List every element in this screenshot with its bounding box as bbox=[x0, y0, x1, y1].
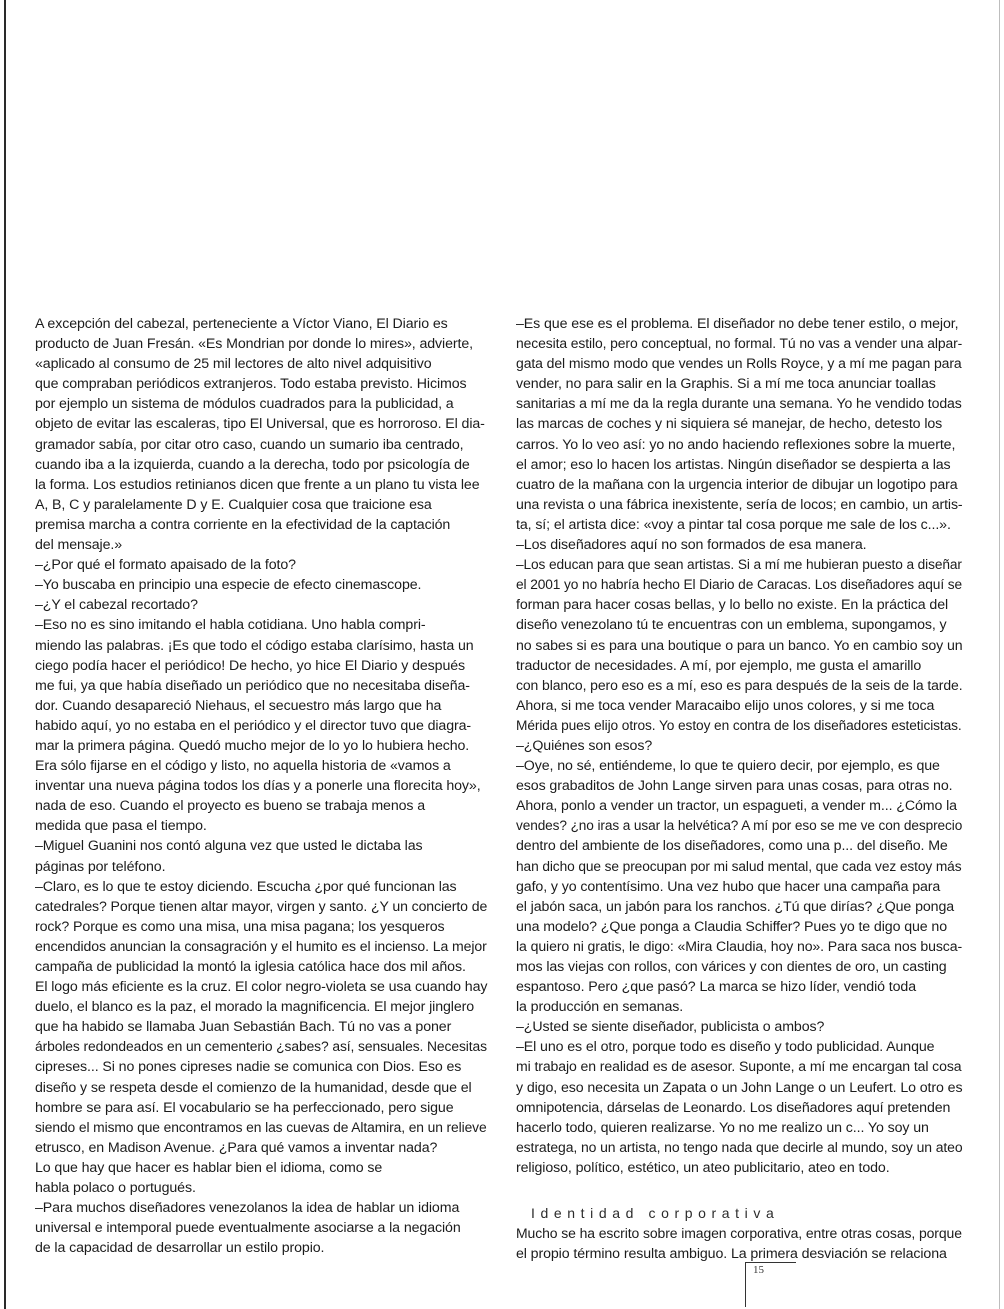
text-line: Era sólo fijarse en el código y listo, no aquella historia de «vamos a bbox=[35, 758, 451, 775]
text-line: mar la primera página. Quedó mucho mejor de lo yo lo hubiera hecho. bbox=[35, 737, 470, 754]
text-line: dentro del ambiente de los diseñadores, como una p... del diseño. Me bbox=[516, 838, 948, 855]
text-line: ciego podía hacer el periódico! De hecho, yo hice El Diario y después bbox=[35, 657, 466, 674]
section-heading: Identidad corporativa bbox=[531, 1205, 780, 1222]
text-line: las marcas de coches y ni siquiera sé manejar, de hecho, detesto los bbox=[516, 416, 943, 433]
text-line: mos las viejas con rollos, con várices y con dientes de oro, un casting bbox=[516, 959, 947, 975]
text-line: Mucho se ha escrito sobre imagen corporativa, entre otras cosas, porque bbox=[516, 1226, 962, 1243]
page-left-edge bbox=[4, 0, 6, 1309]
text-line: esos grabaditos de John Lange sirven para unas cosas, para otras no. bbox=[516, 778, 953, 795]
text-line: –Oye, no sé, entiéndeme, lo que te quiero decir, por ejemplo, es que bbox=[516, 758, 940, 775]
text-line: –El uno es el otro, porque todo es diseño y todo publicidad. Aunque bbox=[516, 1039, 935, 1056]
text-line: «aplicado al consumo de 25 mil lectores de alto nivel adquisitivo bbox=[35, 356, 432, 373]
text-line: –¿Y el cabezal recortado? bbox=[35, 597, 198, 614]
text-line: no sabes si es para una boutique o para un banco. Yo en cambio soy un bbox=[516, 637, 963, 654]
text-line: ta, sí; el artista dice: «voy a pintar tal cosa porque me sale de los c...». bbox=[516, 516, 951, 533]
text-line: –Yo buscaba en principio una especie de efecto cinemascope. bbox=[35, 577, 422, 594]
text-line: vendes? ¿no iras a usar la helvética? A mí por eso se me ve con desprecio bbox=[516, 818, 963, 835]
text-line: inventar una nueva página todos los días y a ponerle una florecita hoy», bbox=[35, 778, 481, 795]
text-line: –Miguel Guanini nos contó alguna vez que usted le dictaba las bbox=[35, 838, 423, 855]
text-line: que ha habido se llamaba Juan Sebastián Bach. Tú no vas a poner bbox=[35, 1019, 452, 1036]
text-line: –Para muchos diseñadores venezolanos la idea de hablar un idioma bbox=[35, 1200, 460, 1217]
right-text-column bbox=[516, 314, 962, 1264]
text-line: El logo más eficiente es la cruz. El color negro-violeta se usa cuando hay bbox=[35, 979, 488, 996]
text-line: religioso, político, estético, un ateo publicitario, ateo en todo. bbox=[516, 1159, 890, 1176]
text-line: cuando iba a la izquierda, cuando a la derecha, todo por psicología de bbox=[35, 456, 470, 473]
text-line: catedrales? Porque tienen altar mayor, virgen y santo. ¿Y un concierto de bbox=[35, 898, 488, 915]
text-line: omnipotencia, dárselas de Leonardo. Los diseñadores aquí pretenden bbox=[516, 1099, 951, 1116]
text-line: Ahora, ponlo a vender un tractor, un espagueti, a vender m... ¿Cómo la bbox=[516, 798, 957, 815]
text-line: –Los diseñadores aquí no son formados de esa manera. bbox=[516, 537, 867, 554]
text-line: producto de Juan Fresán. «Es Mondrian por donde lo mires», advierte, bbox=[35, 336, 473, 353]
text-line: necesita estilo, pero conceptual, no formal. Tú no vas a vender una alpar- bbox=[516, 336, 963, 353]
text-line: –Es que ese es el problema. El diseñador no debe tener estilo, o mejor, bbox=[516, 316, 959, 332]
text-line: –¿Por qué el formato apaisado de la foto? bbox=[35, 557, 296, 574]
text-line: me fui, ya que había diseñado un periódico que no necesitaba diseña- bbox=[35, 677, 470, 694]
text-line: –¿Quiénes son esos? bbox=[516, 737, 653, 754]
text-line: Mérida pues elijo otros. Yo estoy en contra de los diseñadores esteticistas. bbox=[516, 717, 962, 734]
text-line: gata del mismo modo que vendes un Rolls Royce, y a mí me pagan para bbox=[516, 356, 962, 373]
text-line: miendo las palabras. ¡Es que todo el código estaba clarísimo, hasta un bbox=[35, 637, 474, 654]
text-line: de la capacidad de desarrollar un estilo propio. bbox=[35, 1240, 325, 1257]
text-line: cuatro de la mañana con la urgencia interior de dibujar un logotipo para bbox=[516, 476, 958, 493]
text-line: que compraban periódicos extranjeros. Todo estaba previsto. Hicimos bbox=[35, 376, 467, 393]
text-line: y digo, eso necesita un Zapata o un John Lange o un Leufert. Lo otro es bbox=[516, 1079, 963, 1096]
text-line: la quiero ni gratis, le digo: «Mira Claudia, hoy no». Para saca nos busca- bbox=[516, 938, 963, 955]
text-line: por ejemplo un sistema de módulos cuadrados para la publicidad, a bbox=[35, 396, 454, 413]
text-line: nada de eso. Cuando el proyecto es bueno se trabaja menos a bbox=[35, 798, 426, 815]
text-line: –Eso no es sino imitando el habla cotidiana. Uno habla compri- bbox=[35, 617, 426, 634]
text-line: una revista o una fábrica inexistente, sería de locos; en cambio, un artis- bbox=[516, 496, 963, 513]
text-line: carros. Yo lo veo así: yo no ando haciendo reflexiones sobre la muerte, bbox=[516, 436, 956, 453]
text-line: el 2001 yo no habría hecho El Diario de Caracas. Los diseñadores aquí se bbox=[516, 577, 963, 594]
paragraph-gap bbox=[516, 1178, 962, 1198]
text-line: del mensaje.» bbox=[35, 537, 123, 554]
text-line: diseño venezolano tú te encuentras con un emblema, supongamos, y bbox=[516, 617, 947, 634]
text-line: traductor de necesidades. A mí, por ejemplo, me gusta el amarillo bbox=[516, 657, 922, 674]
text-line: siendo el mismo que encontramos en las cuevas de Altamira, en un relieve bbox=[35, 1119, 487, 1136]
text-line: rock? Porque es como una misa, una misa pagana; los yesqueros bbox=[35, 918, 445, 935]
text-line: medida que pasa el tiempo. bbox=[35, 818, 207, 835]
page-number: 15 bbox=[753, 1264, 764, 1276]
left-text-column bbox=[35, 314, 487, 1258]
text-line: estratega, no un artista, no tengo nada que decirle al mundo, soy un ateo bbox=[516, 1139, 963, 1156]
text-line: diseño y se respeta desde el comienzo de la humanidad, desde que el bbox=[35, 1079, 472, 1096]
text-line: gramador sabía, por citar otro caso, cuando un sumario iba centrado, bbox=[35, 436, 464, 453]
text-line: árboles redondeados en un cementerio ¿sabes? así, sensuales. Necesitas bbox=[35, 1039, 487, 1056]
text-line: con blanco, pero eso es a mí, eso es para después de la seis de la tarde. bbox=[516, 677, 963, 694]
text-line: dor. Cuando desapareció Niehaus, el secuestro más largo que ha bbox=[35, 697, 442, 714]
text-line: cipreses... Si no pones cipreses nadie se comunica con Dios. Eso es bbox=[35, 1059, 462, 1076]
text-line: duelo, el blanco es la paz, el morado la magnificencia. El mejor jinglero bbox=[35, 999, 475, 1016]
text-line: la producción en semanas. bbox=[516, 999, 684, 1016]
text-line: Ahora, si me toca vender Maracaibo elijo unos colores, y si me toca bbox=[516, 697, 935, 714]
text-line: –¿Usted se siente diseñador, publicista o ambos? bbox=[516, 1019, 825, 1036]
page-number-box bbox=[745, 1262, 796, 1307]
text-line: premisa marcha a contra corriente en la efectividad de la captación bbox=[35, 516, 451, 533]
text-line: objeto de evitar las escaleras, tipo El Universal, que es horroroso. El dia- bbox=[35, 416, 485, 433]
text-line: han dicho que se preocupan por mi salud mental, que cada vez estoy más bbox=[516, 858, 962, 875]
text-line: gafo, y yo contentísimo. Una vez hubo que hacer una campaña para bbox=[516, 878, 941, 895]
page-right-edge bbox=[999, 0, 1000, 1309]
text-line: campaña de publicidad la montó la iglesia católica hace dos mil años. bbox=[35, 959, 466, 975]
text-line: forman para hacer cosas bellas, y lo bello no existe. En la práctica del bbox=[516, 597, 949, 614]
text-line: vender, no para salir en la Graphis. Si a mí me toca anunciar toallas bbox=[516, 376, 936, 393]
text-line: –Claro, es lo que te estoy diciendo. Escucha ¿por qué funcionan las bbox=[35, 878, 457, 895]
text-line: Lo que hay que hacer es hablar bien el idioma, como se bbox=[35, 1159, 383, 1176]
text-line: páginas por teléfono. bbox=[35, 858, 166, 875]
text-line: A excepción del cabezal, perteneciente a Víctor Viano, El Diario es bbox=[35, 316, 448, 332]
text-line: el amor; eso lo hacen los artistas. Ningún diseñador se despierta a las bbox=[516, 456, 951, 473]
text-line: A, B, C y paralelamente D y E. Cualquier cosa que traicione esa bbox=[35, 496, 432, 513]
text-line: –Los educan para que sean artistas. Si a mí me hubieran puesto a diseñar bbox=[516, 557, 962, 574]
text-line: universal e intemporal puede eventualmente asociarse a la negación bbox=[35, 1220, 461, 1237]
text-line: el jabón saca, un jabón para los ranchos. ¿Tú que dirías? ¿Que ponga bbox=[516, 898, 955, 915]
text-line: habla polaco o portugués. bbox=[35, 1180, 196, 1197]
text-line: una modelo? ¿Que ponga a Claudia Schiffer? Pues yo te digo que no bbox=[516, 918, 947, 935]
text-line: el propio término resulta ambiguo. La primera desviación se relaciona bbox=[516, 1246, 947, 1263]
text-line: etrusco, en Madison Avenue. ¿Para qué vamos a inventar nada? bbox=[35, 1139, 438, 1156]
right-column-continuation bbox=[516, 1224, 962, 1264]
text-line: hombre se para así. El vocabulario se ha perfeccionado, pero sigue bbox=[35, 1099, 454, 1116]
text-line: mi trabajo en realidad es de asesor. Suponte, a mí me encargan tal cosa bbox=[516, 1059, 962, 1076]
text-line: encendidos anuncian la consagración y el humito es el incienso. La mejor bbox=[35, 938, 487, 955]
text-line: sanitarias a mí me da la regla durante una semana. Yo he vendido todas bbox=[516, 396, 962, 413]
right-column-body bbox=[516, 314, 962, 1178]
text-line: la forma. Los estudios retinianos dicen que frente a un plano tu vista lee bbox=[35, 476, 480, 493]
text-line: habido aquí, yo no estaba en el periódico y el director tuvo que diagra- bbox=[35, 717, 472, 734]
text-line: espantoso. Pero ¿que pasó? La marca se hizo líder, vendió toda bbox=[516, 979, 916, 996]
text-line: hacerlo todo, quieren realizarse. Yo no me realizo un c... Yo soy un bbox=[516, 1119, 929, 1136]
